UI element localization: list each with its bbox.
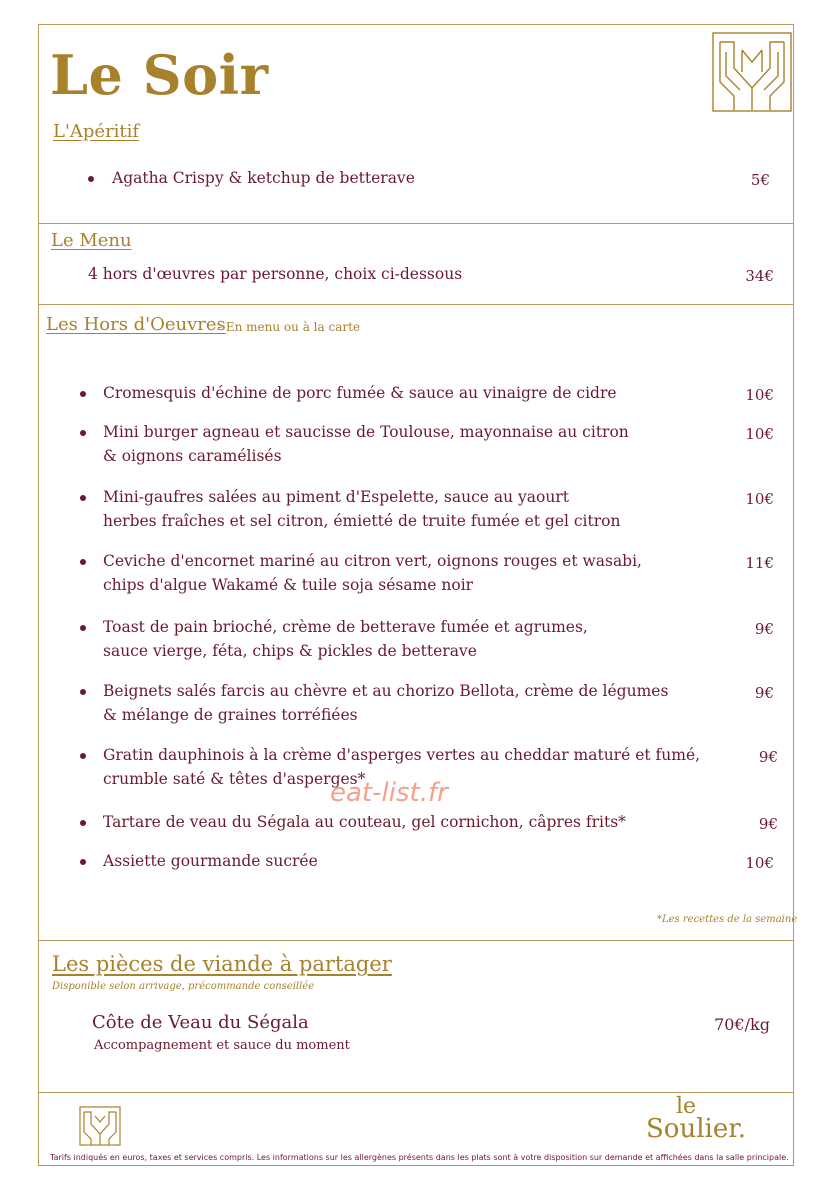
list-item-line2: crumble saté & têtes d'asperges* [103,770,366,788]
list-item-line2: & oignons caramélisés [103,447,282,465]
geometric-logo-icon [712,32,792,112]
page-title: Le Soir [50,43,269,107]
list-item: Ceviche d'encornet mariné au citron vert, oignons rouges et wasabi, [103,552,642,570]
bullet [80,430,86,436]
list-item-line2: sauce vierge, féta, chips & pickles de betterave [103,642,477,660]
brand-name-le: le [676,1094,697,1119]
bullet [80,859,86,865]
viande-item-desc: Accompagnement et sauce du moment [94,1038,350,1053]
divider [38,1092,794,1093]
viande-price: 70€/kg [714,1015,770,1034]
list-item: Mini-gaufres salées au piment d'Espelette, sauce au yaourt [103,488,569,506]
list-item: Cromesquis d'échine de porc fumée & sauce au vinaigre de cidre [103,384,617,402]
item-price: 9€ [754,684,774,702]
aperitif-item: Agatha Crispy & ketchup de betterave [112,169,415,187]
item-price: 10€ [745,386,774,404]
viande-subheading: Disponible selon arrivage, précommande conseillée [52,981,315,992]
aperitif-heading: L'Apéritif [53,121,140,142]
list-item-line2: herbes fraîches et sel citron, émietté de truite fumée et gel citron [103,512,621,530]
recipes-note: *Les recettes de la semaine [657,914,798,925]
bullet [80,689,86,695]
bullet [80,820,86,826]
menu-description: 4 hors d'œuvres par personne, choix ci-dessous [88,265,463,283]
footer-disclaimer: Tarifs indiqués en euros, taxes et services compris. Les informations sur les allergènes présents dans les plats sont à votre disposition sur demande et affichées dans la salle principale. [50,1153,789,1162]
item-price: 9€ [758,815,778,833]
item-price: 10€ [745,854,774,872]
item-price: 10€ [745,425,774,443]
menu-price: 34€ [745,267,774,285]
list-item: Beignets salés farcis au chèvre et au chorizo Bellota, crème de légumes [103,682,669,700]
hors-oeuvres-heading: Les Hors d'Oeuvres [46,314,226,335]
item-price: 10€ [745,490,774,508]
list-item: Toast de pain brioché, crème de betterave fumée et agrumes, [103,618,588,636]
list-item: Tartare de veau du Ségala au couteau, gel cornichon, câpres frits* [103,813,626,831]
bullet [80,495,86,501]
item-price: 11€ [745,554,774,572]
small-logo-icon [79,1106,121,1146]
bullet [80,625,86,631]
list-item: Gratin dauphinois à la crème d'asperges vertes au cheddar maturé et fumé, [103,746,701,764]
bullet [80,391,86,397]
item-price: 9€ [754,620,774,638]
bullet [80,753,86,759]
viande-heading: Les pièces de viande à partager [52,952,392,976]
list-item-line2: chips d'algue Wakamé & tuile soja sésame noir [103,576,474,594]
item-price: 9€ [758,748,778,766]
watermark: eat-list.fr [330,778,448,808]
brand-name-soulier: Soulier. [646,1114,747,1144]
bullet [88,176,94,182]
list-item: Assiette gourmande sucrée [103,852,318,870]
divider [38,940,794,941]
bullet [80,559,86,565]
aperitif-price: 5€ [750,171,770,189]
list-item-line2: & mélange de graines torréfiées [103,706,358,724]
list-item: Mini burger agneau et saucisse de Toulouse, mayonnaise au citron [103,423,629,441]
menu-heading: Le Menu [51,230,132,251]
divider [38,304,794,305]
hors-oeuvres-subheading: - En menu ou à la carte [218,320,361,334]
divider [38,223,794,224]
viande-item-name: Côte de Veau du Ségala [92,1012,309,1033]
